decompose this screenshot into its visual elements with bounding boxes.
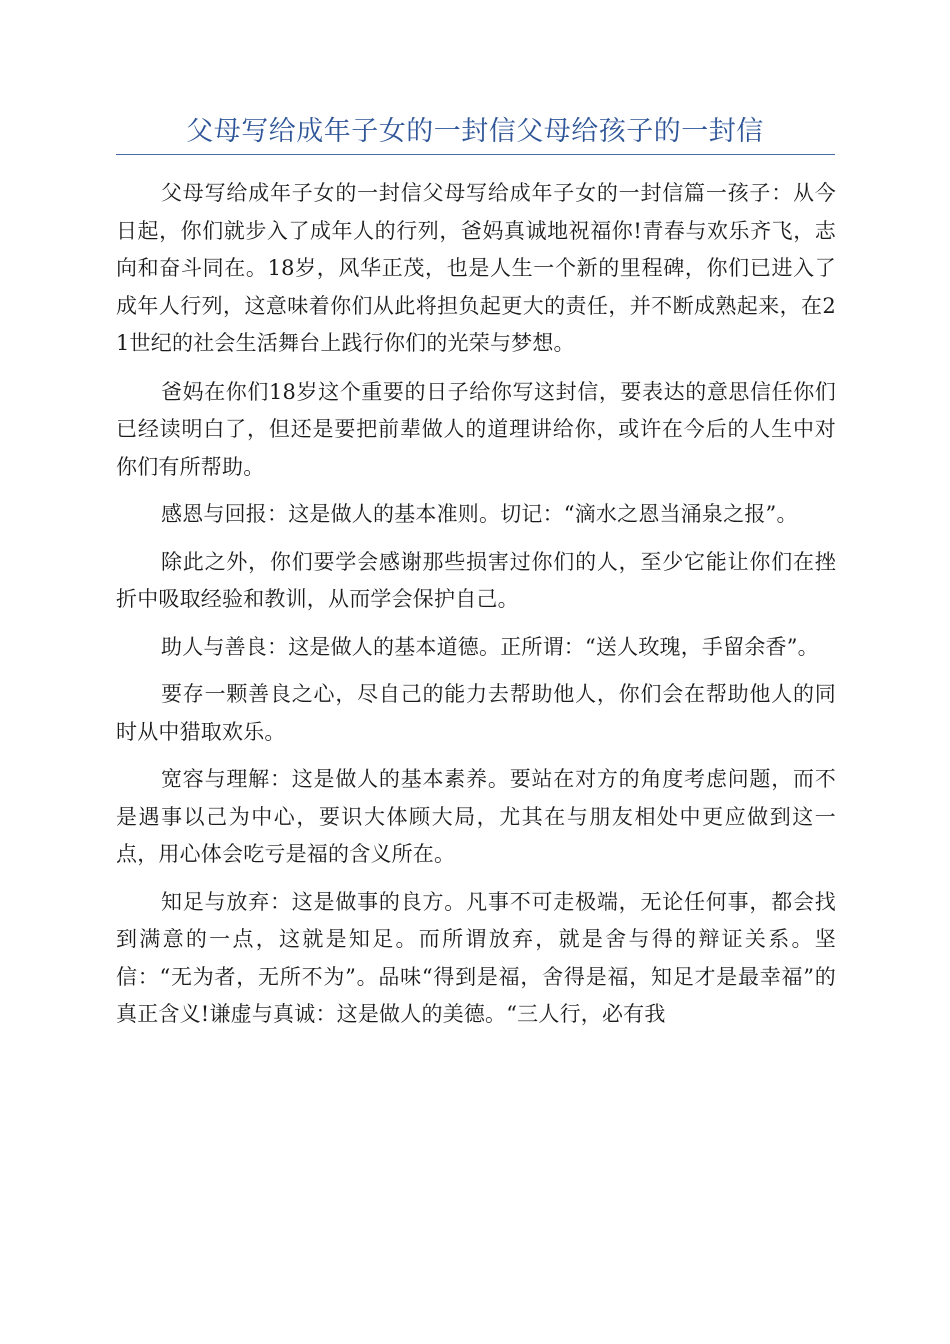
- document-title: 父母写给成年子女的一封信父母给孩子的一封信: [186, 116, 764, 147]
- paragraph-5: 助人与善良：这是做人的基本道德。正所谓：“送人玫瑰，手留余香”。: [161, 634, 819, 659]
- paragraph-3: 感恩与回报：这是做人的基本准则。切记：“滴水之恩当涌泉之报”。: [161, 502, 798, 526]
- paragraph-7: 宽容与理解：这是做人的基本素养。要站在对方的角度考虑问题，而不是遇事以己为中心，要识大体顾大局，尤其在与朋友相处中更应做到这一点，用心体会吃亏是福的含义所在。: [116, 767, 836, 866]
- paragraph-6: 要存一颗善良之心，尽自己的能力去帮助他人，你们会在帮助他人的同时从中猎取欢乐。: [116, 682, 836, 744]
- paragraph-2: 爸妈在你们18岁这个重要的日子给你写这封信，要表达的意思信任你们已经读明白了，但还是要把前辈做人的道理讲给你，或许在今后的人生中对你们有所帮助。: [116, 379, 836, 479]
- paragraph-8: 知足与放弃：这是做事的良方。凡事不可走极端，无论任何事，都会找到满意的一点，这就是知足。而所谓放弃，就是舍与得的辩证关系。坚信：“无为者，无所不为”。品味“得到是福，舍得是福，知足才是最幸福”的真正含义!谦虚与真诚：这是做人的美德。“三人行，必有我: [116, 889, 836, 1026]
- paragraph-4: 除此之外，你们要学会感谢那些损害过你们的人，至少它能让你们在挫折中吸取经验和教训，从而学会保护自己。: [116, 549, 836, 611]
- document-body: [116, 175, 836, 1044]
- paragraph-1: 父母写给成年子女的一封信父母写给成年子女的一封信篇一孩子：从今日起，你们就步入了成年人的行列，爸妈真诚地祝福你!青春与欢乐齐飞，志向和奋斗同在。18岁，风华正茂，也是人生一个新的里程碑，你们已进入了成年人行列，这意味着你们从此将担负起更大的责任，并不断成熟起来，在21世纪的社会生活舞台上践行你们的光荣与梦想。: [116, 181, 836, 355]
- title-underline: [116, 154, 835, 155]
